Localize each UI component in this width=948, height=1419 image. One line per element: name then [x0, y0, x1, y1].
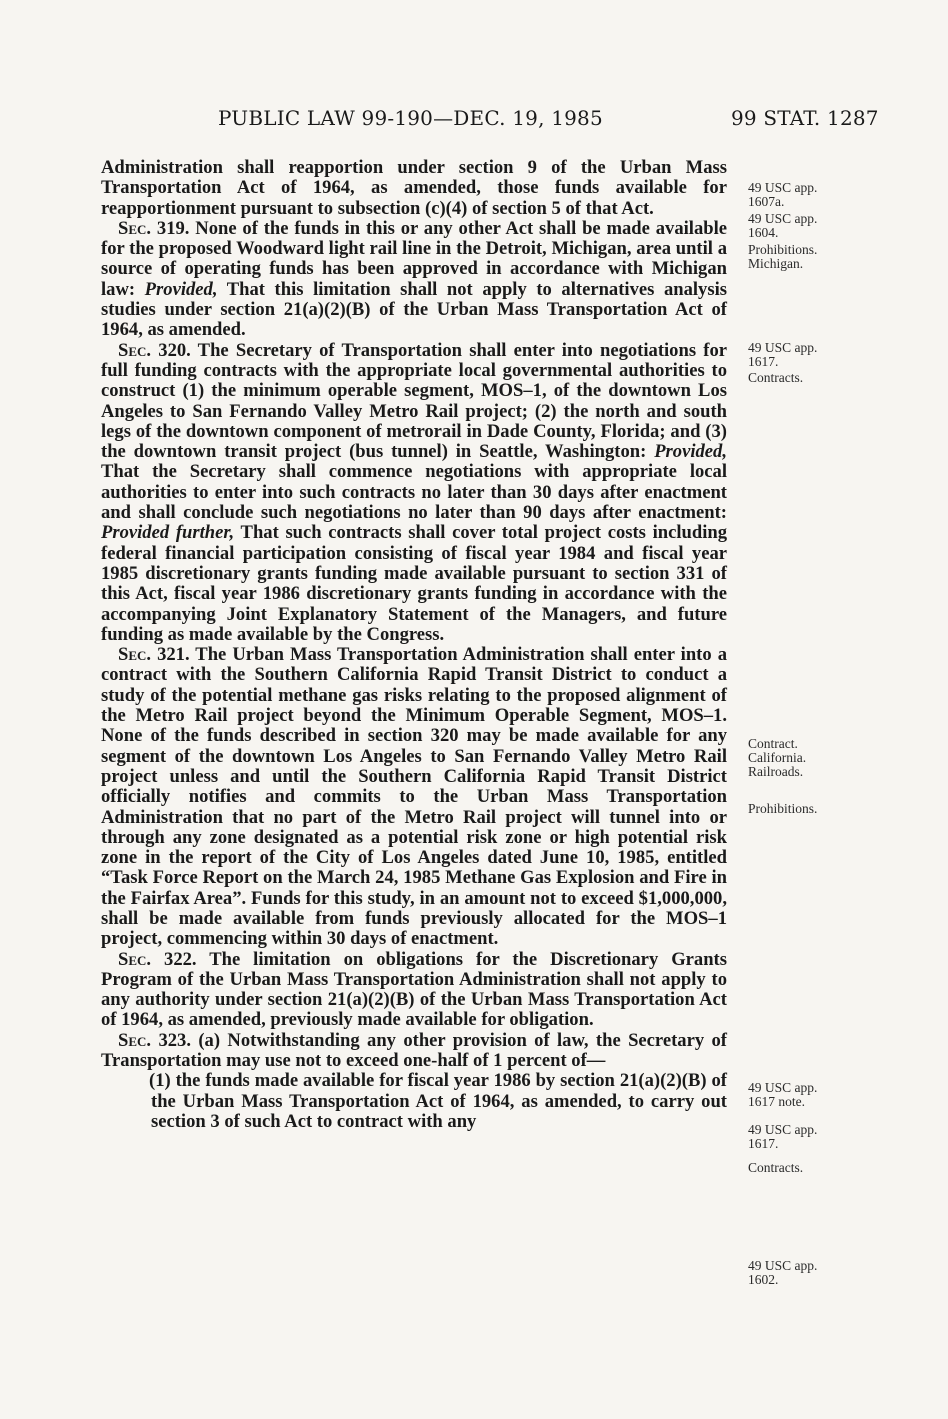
margin-note: Prohibitions.: [748, 801, 818, 816]
margin-note: 49 USC app. 1617.: [748, 1122, 818, 1151]
section-323: Sec. 323. (a) Notwithstanding any other provision of law, the Secretary of Transportation may use not to exceed one-half of 1 percent of—: [101, 1029, 727, 1072]
running-header-title: PUBLIC LAW 99-190—DEC. 19, 1985: [218, 106, 603, 130]
body-text: [101, 158, 727, 1132]
section-321: Sec. 321. The Urban Mass Transportation Administration shall enter into a contract with the Southern California Rapid Transit District to conduct a study of the potential methane gas risks relating to the proposed alignment of the Metro Rail project beyond the Minimum Operable Segment, MOS–1. None of the funds described in section 320 may be made available for any segment of the downtown Los Angeles to San Fernando Valley Metro Rail project unless and until the Southern California Rapid Transit District officially notifies and commits to the Urban Mass Transportation Administration that no part of the Metro Rail project will tunnel into or through any zone designated as a potential risk zone or high potential risk zone in the report of the City of Los Angeles dated June 10, 1985, entitled “Task Force Report on the March 24, 1985 Methane Gas Explosion and Fire in the Fairfax Area”. Funds for this study, in an amount not to exceed $1,000,000, shall be made available from funds previously allocated for the MOS–1 project, commencing within 30 days of enactment.: [101, 644, 727, 950]
margin-note: Contract. California. Railroads.: [748, 736, 807, 779]
section-label: Sec.: [118, 217, 152, 239]
margin-note: 49 USC app. 1617 note.: [748, 1080, 818, 1109]
section-322: Sec. 322. The limitation on obligations for the Discretionary Grants Program of the Urban Mass Transportation Administration shall not apply to any authority under section 21(a)(2)(B) of the Urban Mass Transportation Act of 1964, as amended, previously made available for obligation.: [101, 948, 727, 1031]
section-323-item-1: (1) the funds made available for fiscal year 1986 by section 21(a)(2)(B) of the Urban Mass Transportation Act of 1964, as amended, to carry out section 3 of such Act to contract with any: [149, 1070, 727, 1132]
paragraph-continuation: Administration shall reapportion under section 9 of the Urban Mass Transportation Act of 1964, as amended, those funds available for reapportionment pursuant to subsection (c)(4) of section 5 of that Act.: [101, 157, 727, 219]
margin-note: 49 USC app. 1602.: [748, 1258, 818, 1287]
margin-note: Contracts.: [748, 1160, 804, 1175]
section-label: Sec.: [118, 948, 152, 970]
section-label: Sec.: [118, 1029, 152, 1051]
section-319: Sec. 319. None of the funds in this or any other Act shall be made available for the proposed Woodward light rail line in the Detroit, Michigan, area until a source of operating funds has been approved in accordance with Michigan law: Provided, That this limitation shall not apply to alternatives analysis studies under section 21(a)(2)(B) of the Urban Mass Transportation Act of 1964, as amended.: [101, 217, 727, 341]
margin-note: 49 USC app. 1604.: [748, 211, 818, 240]
section-320: Sec. 320. The Secretary of Transportation shall enter into negotiations for full funding contracts with the appropriate local governmental authorities to construct (1) the minimum operable segment, MOS–1, of the downtown Los Angeles to San Fernando Valley Metro Rail project; (2) the north and south legs of the downtown component of metrorail in Dade County, Florida; and (3) the downtown transit project (bus tunnel) in Seattle, Washington: Provided, That the Secretary shall commence negotiations with appropriate local authorities to enter into such contracts no later than 30 days after enactment and shall conclude such negotiations no later than 90 days after enactment: Provided further, That such contracts shall cover total project costs including federal financial participation consisting of fiscal year 1984 and fiscal year 1985 discretionary grants funding made available pursuant to section 331 of this Act, fiscal year 1986 discretionary grants funding in accordance with the accompanying Joint Explanatory Statement of the Managers, and future funding as made available by the Congress.: [101, 339, 727, 645]
section-label: Sec.: [118, 644, 152, 666]
margin-note: Contracts.: [748, 370, 804, 385]
running-header-stat-page: 99 STAT. 1287: [731, 106, 879, 130]
margin-note: Prohibitions. Michigan.: [748, 242, 818, 271]
margin-note: 49 USC app. 1617.: [748, 340, 818, 369]
section-label: Sec.: [118, 339, 152, 361]
margin-note: 49 USC app. 1607a.: [748, 180, 818, 209]
